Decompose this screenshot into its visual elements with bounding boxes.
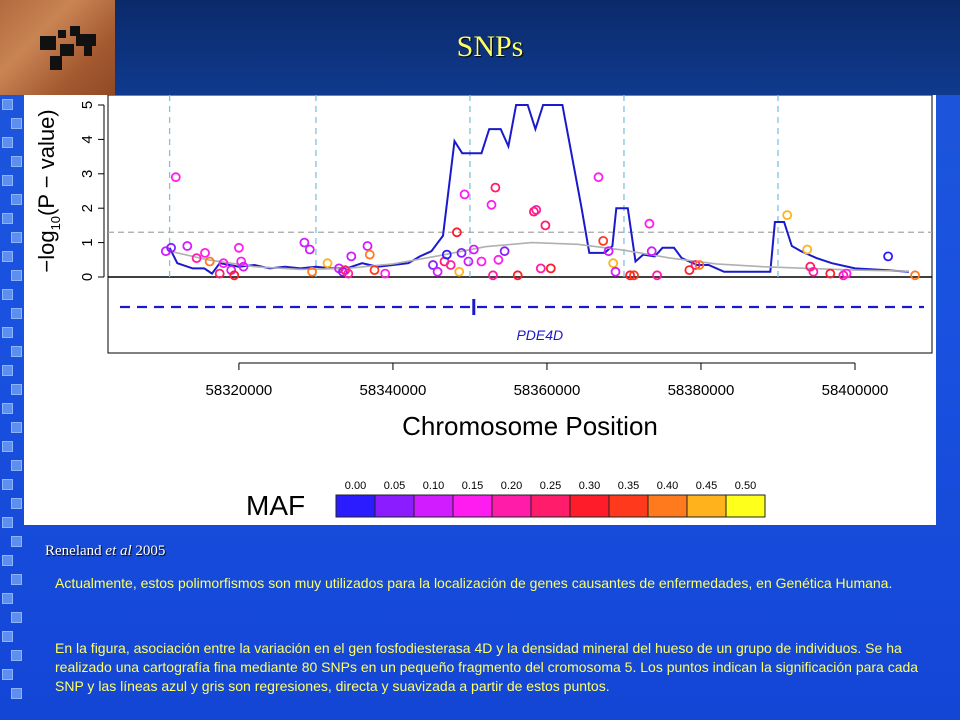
snp-point: [458, 249, 466, 257]
paragraph-usage: Actualmente, estos polimorfismos son muy utilizados para la localización de genes causantes de enfermedades, en Genética Humana.: [55, 575, 893, 591]
x-tick-label: 58340000: [359, 382, 427, 399]
decorative-square-strip: [0, 95, 24, 720]
decorative-square: [2, 99, 13, 110]
x-tick-label: 58380000: [667, 382, 735, 399]
snp-point: [884, 252, 892, 260]
series-line-direct: [170, 105, 909, 274]
snp-point: [653, 271, 661, 279]
citation-year: 2005: [135, 543, 166, 559]
x-tick-label: 58360000: [513, 382, 581, 399]
y-tick-label: 2: [79, 204, 96, 213]
maf-legend-swatch: [687, 495, 726, 517]
plot-frame: [108, 95, 932, 353]
decorative-square: [11, 232, 22, 243]
x-tick-label: 58320000: [205, 382, 273, 399]
maf-legend-swatch: [453, 495, 492, 517]
decorative-square: [2, 593, 13, 604]
decorative-square: [2, 365, 13, 376]
snp-point: [501, 247, 509, 255]
snp-point: [648, 247, 656, 255]
y-tick-label: 0: [79, 272, 96, 282]
snp-point: [514, 271, 522, 279]
snp-point: [532, 206, 540, 214]
maf-legend-value: 0.50: [734, 480, 757, 492]
snp-point: [183, 242, 191, 250]
decorative-square: [11, 460, 22, 471]
snp-point: [489, 271, 497, 279]
decorative-square: [11, 270, 22, 281]
snp-point: [478, 258, 486, 266]
snp-point: [783, 211, 791, 219]
snp-point: [595, 173, 603, 181]
decorative-square: [2, 289, 13, 300]
decorative-square: [2, 327, 13, 338]
maf-legend-swatch: [726, 495, 765, 517]
figure-panel: [24, 95, 936, 525]
decorative-square: [11, 650, 22, 661]
snp-point: [371, 266, 379, 274]
decorative-square: [2, 555, 13, 566]
maf-legend-swatch: [375, 495, 414, 517]
snp-point: [455, 268, 463, 276]
snp-point: [172, 173, 180, 181]
x-axis-label: Chromosome Position: [402, 411, 658, 441]
decorative-square: [11, 308, 22, 319]
decorative-square: [11, 384, 22, 395]
decorative-square: [2, 403, 13, 414]
decorative-square: [11, 574, 22, 585]
y-tick-label: 1: [79, 238, 96, 247]
y-tick-label: 4: [79, 135, 96, 144]
y-tick-label: 3: [79, 169, 96, 178]
snp-point: [324, 259, 332, 267]
decorative-square: [11, 498, 22, 509]
decorative-square: [11, 422, 22, 433]
maf-legend-swatch: [414, 495, 453, 517]
decorative-square: [11, 536, 22, 547]
y-tick-label: 5: [79, 100, 96, 110]
snp-point: [434, 268, 442, 276]
snp-point: [464, 258, 472, 266]
snp-point: [306, 246, 314, 254]
decorative-square: [11, 156, 22, 167]
maf-legend-swatch: [648, 495, 687, 517]
snp-point: [366, 251, 374, 259]
snp-point: [364, 242, 372, 250]
snp-point: [347, 252, 355, 260]
maf-legend-value: 0.20: [500, 480, 523, 492]
decorative-square: [2, 137, 13, 148]
logo-emblem-icon: [0, 0, 115, 95]
snp-association-chart: [24, 95, 936, 525]
paragraph-figure-description: En la figura, asociación entre la variación en el gen fosfodiesterasa 4D y la densidad mineral del hueso de un grupo de individuos. Se ha realizado una cartografía fina mediante 80 SNPs en un pequeño fragmento del cromosoma 5. Los puntos indican la significación para cada SNP y las líneas azul y gris son regresiones, directa y suavizada a partir de estos puntos.: [55, 640, 919, 694]
x-tick-label: 58400000: [821, 382, 889, 399]
maf-legend-value: 0.00: [344, 480, 367, 492]
snp-point: [609, 259, 617, 267]
citation-author: Reneland: [45, 543, 102, 559]
snp-point: [494, 256, 502, 264]
maf-legend-value: 0.10: [422, 480, 445, 492]
gene-label: PDE4D: [516, 327, 564, 343]
maf-legend-swatch: [531, 495, 570, 517]
snp-point: [803, 246, 811, 254]
snp-point: [537, 264, 545, 272]
citation-etal: et al: [105, 543, 132, 559]
decorative-square: [2, 631, 13, 642]
decorative-square: [2, 213, 13, 224]
decorative-square: [2, 517, 13, 528]
university-logo: [0, 0, 115, 95]
y-axis-label: $-\log_{10}(P$ − value): [34, 109, 63, 273]
snp-point: [201, 249, 209, 257]
snp-point: [547, 264, 555, 272]
maf-legend-swatch: [336, 495, 375, 517]
maf-legend-value: 0.30: [578, 480, 601, 492]
snp-point: [491, 184, 499, 192]
snp-point: [488, 201, 496, 209]
decorative-square: [11, 118, 22, 129]
decorative-square: [2, 441, 13, 452]
snp-point: [599, 237, 607, 245]
snp-point: [206, 258, 214, 266]
decorative-square: [11, 688, 22, 699]
maf-legend-value: 0.40: [656, 480, 679, 492]
snp-point: [461, 190, 469, 198]
snp-point: [541, 221, 549, 229]
decorative-square: [2, 479, 13, 490]
maf-legend-label: MAF: [246, 490, 306, 521]
decorative-square: [11, 194, 22, 205]
maf-legend-swatch: [609, 495, 648, 517]
maf-legend-value: 0.25: [539, 480, 562, 492]
maf-legend-value: 0.05: [383, 480, 406, 492]
decorative-square: [11, 346, 22, 357]
decorative-square: [11, 612, 22, 623]
slide-title: SNPs: [456, 30, 524, 63]
maf-legend-swatch: [492, 495, 531, 517]
snp-point: [612, 268, 620, 276]
maf-legend-value: 0.45: [695, 480, 718, 492]
decorative-square: [2, 175, 13, 186]
decorative-square: [2, 251, 13, 262]
snp-point: [235, 244, 243, 252]
decorative-square: [2, 669, 13, 680]
citation: [45, 543, 165, 560]
snp-point: [911, 271, 919, 279]
maf-legend-swatch: [570, 495, 609, 517]
maf-legend-value: 0.35: [617, 480, 640, 492]
snp-point: [645, 220, 653, 228]
maf-legend-value: 0.15: [461, 480, 484, 492]
